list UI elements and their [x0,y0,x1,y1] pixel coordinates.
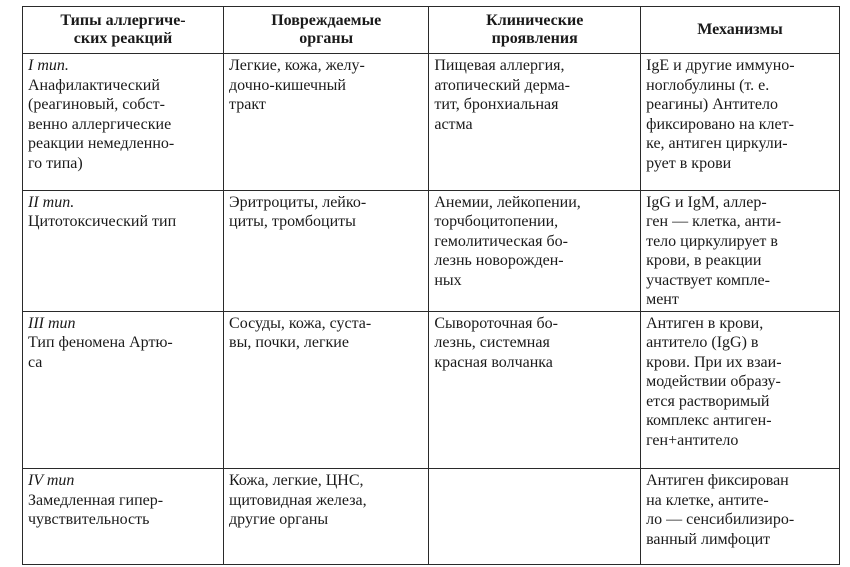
mechanisms-cell: IgE и другие иммуно- ноглобулины (т. е. реагины) Антитело фиксировано на клет- ке, антиген циркули- рует в крови [641,54,840,191]
clinical-cell: Пищевая аллергия, атопический дерма- тит, бронхиальная астма [429,54,641,191]
type-label: IV тип [28,472,75,490]
table-row [23,54,840,191]
type-label: III тип [28,314,76,332]
organs-cell: Эритроциты, лейко- циты, тромбоциты [224,190,429,311]
mechanisms-cell: IgG и IgM, аллер- ген — клетка, анти- тело циркулирует в крови, в реакции участвует компле- мент [641,190,840,311]
table-row [23,469,840,565]
table-row [23,311,840,469]
allergic-reactions-table [22,6,840,565]
reaction-type-cell [23,190,224,311]
clinical-cell [429,469,641,565]
mechanisms-cell: Антиген в крови, антитело (IgG) в крови. При их взаи- модействии образу- ется растворимый комплекс антиген- ген+антитело [641,311,840,469]
mechanisms-cell: Антиген фиксирован на клетке, антите- ло — сенсибилизиро- ванный лимфоцит [641,469,840,565]
type-name: Цитотоксический тип [28,213,177,231]
reaction-type-cell [23,54,224,191]
header-mechanisms: Механизмы [641,7,840,54]
header-affected-organs: Повреждаемые органы [224,7,429,54]
type-label: I тип. [28,57,69,75]
type-name: Тип феномена Артю- са [28,334,173,371]
clinical-cell: Сывороточная бо- лезнь, системная красная волчанка [429,311,641,469]
type-name: Анафилактический (реагиновый, собст- венно аллергические реакции немедленно- го типа) [28,76,175,172]
type-label: II тип. [28,193,75,211]
organs-cell: Легкие, кожа, желу- дочно-кишечный тракт [224,54,429,191]
type-name: Замедленная гипер- чувствительность [28,491,164,529]
table-header-row [23,7,840,54]
organs-cell: Кожа, легкие, ЦНС, щитовидная железа, другие органы [224,469,429,565]
organs-cell: Сосуды, кожа, суста- вы, почки, легкие [224,311,429,469]
reaction-type-cell [23,311,224,469]
header-reaction-types: Типы аллергиче- ских реакций [23,7,224,54]
reaction-type-cell [23,469,224,565]
table-row [23,190,840,311]
clinical-cell: Анемии, лейкопении, торчбоцитопении, гемолитическая бо- лезнь новорожден- ных [429,190,641,311]
header-clinical-manifestations: Клинические проявления [429,7,641,54]
